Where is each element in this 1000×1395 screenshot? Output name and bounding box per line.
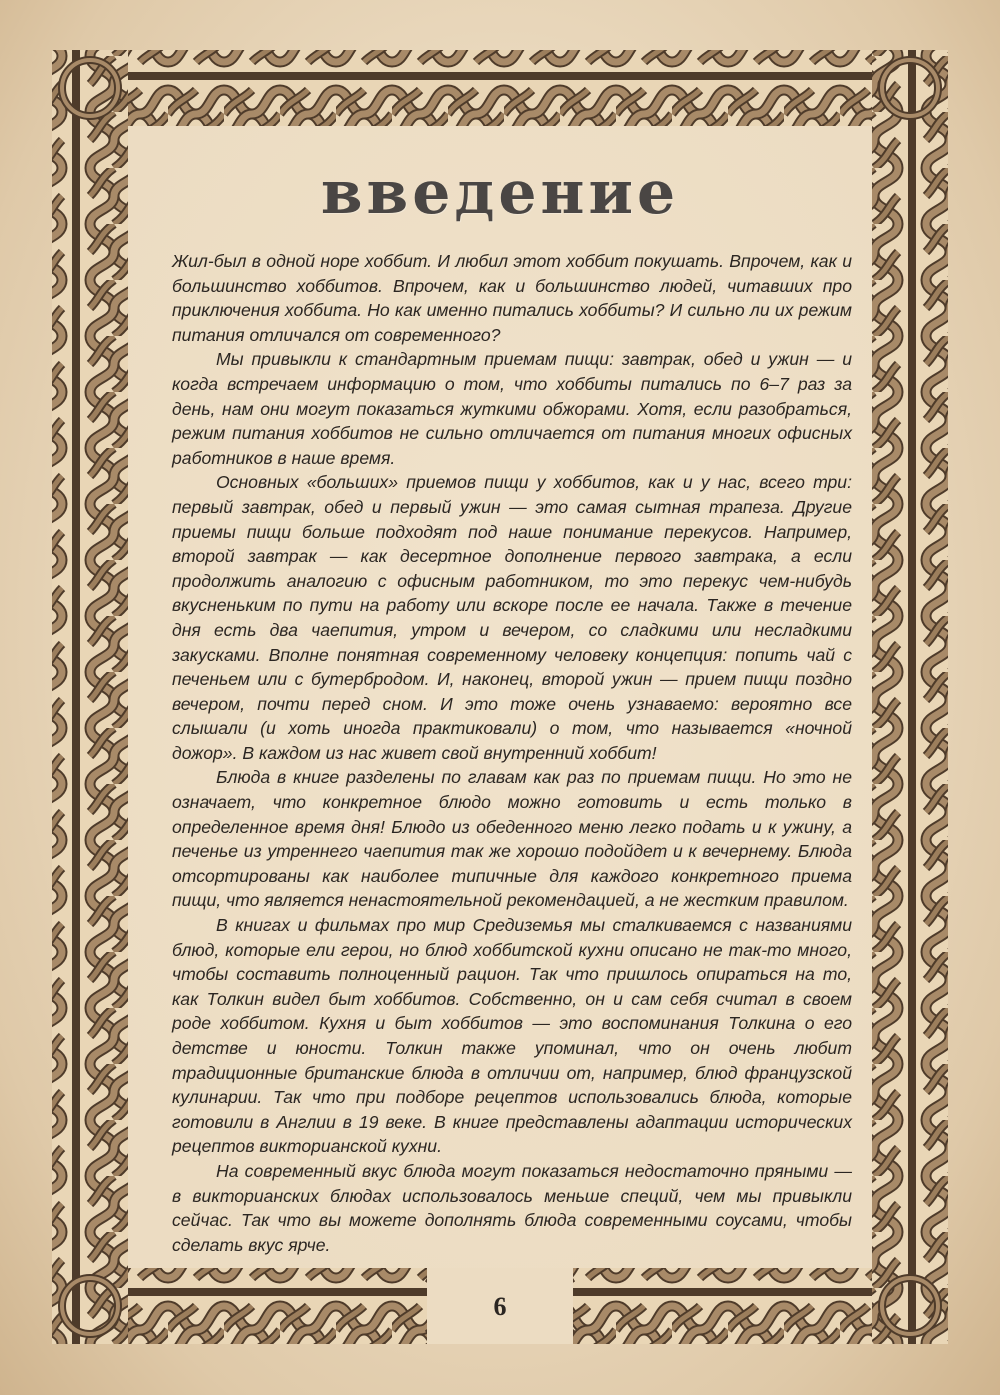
paragraph: На современный вкус блюда могут показаться недостаточно пряными — в викторианских блюдах использовалось меньше специй, чем мы привыкли сейчас. Так что вы можете дополнять блюда современными соусами, чтобы сделать вкус ярче. <box>172 1160 852 1255</box>
page-title: введение <box>320 158 680 228</box>
body-text <box>172 249 852 1257</box>
border-right <box>872 50 948 1344</box>
paragraph: Мы привыкли к стандартным приемам пищи: завтрак, обед и ужин — и когда встречаем информацию о том, что хоббиты питались по 6–7 раз за день, нам они могут показаться жуткими обжорами. Хотя, если разобраться, режим питания хоббитов не сильно отличается от питания многих офисных работников в наше время. <box>172 349 852 468</box>
border-top <box>52 50 948 126</box>
paragraph: Жил-был в одной норе хоббит. И любил этот хоббит покушать. Впрочем, как и большинство хоббитов. Впрочем, как и большинство людей, читавших про приключения хоббита. Но как именно питались хоббиты? И сильно ли их режим питания отличался от современного? <box>172 251 852 345</box>
page-number: 6 <box>493 1292 507 1321</box>
paragraph: В книгах и фильмах про мир Средиземья мы сталкиваемся с названиями блюд, которые ели герои, но блюд хоббитской кухни описано не так-то много, чтобы составить полноценный рацион. Так что пришлось опираться на то, как Толкин видел быт хоббитов. Собственно, он и сам себя считал в своем роде хоббитом. Кухня и быт хоббитов — это воспоминания Толкина о его детстве и юности. Толкин также упоминал, что он очень любит традиционные британские блюда в отличии от, например, блюд французской кулинарии. Так что при подборе рецептов использовались блюда, которые готовили в Англии в 19 веке. В книге представлены адаптации исторических рецептов викторианской кухни. <box>172 915 852 1157</box>
border-left <box>52 50 128 1344</box>
paragraph: Блюда в книге разделены по главам как раз по приемам пищи. Но это не означает, что конкретное блюдо можно готовить и есть только в определенное время дня! Блюдо из обеденного меню легко подать и к ужину, а печенье из утреннего чаепития так же хорошо подойдет и к вечернему. Блюда отсортированы как наиболее типичные для каждого конкретного приема пищи, что является ненастоятельной рекомендацией, а не жестким правилом. <box>172 767 852 911</box>
paragraph: Основных «больших» приемов пищи у хоббитов, как и у нас, всего три: первый завтрак, обед и первый ужин — это самая сытная трапеза. Другие приемы пищи больше подходят под наше понимание перекусов. Например, второй завтрак — как десертное дополнение первого завтрака, а если продолжить аналогию с офисным работником, то это перекус чем-нибудь вкусненьким по пути на работу или вскоре после ее начала. Также в течение дня есть два чаепития, утром и вечером, со сладкими или несладкими закусками. Вполне понятная современному человеку концепция: попить чай с печеньем или с бутербродом. И, наконец, второй ужин — прием пищи поздно вечером, почти перед сном. И это тоже очень узнаваемо: вероятно все слышали (и хоть иногда практиковали) о том, что называется «ночной дожор». В каждом из нас живет свой внутренний хоббит! <box>172 472 852 763</box>
